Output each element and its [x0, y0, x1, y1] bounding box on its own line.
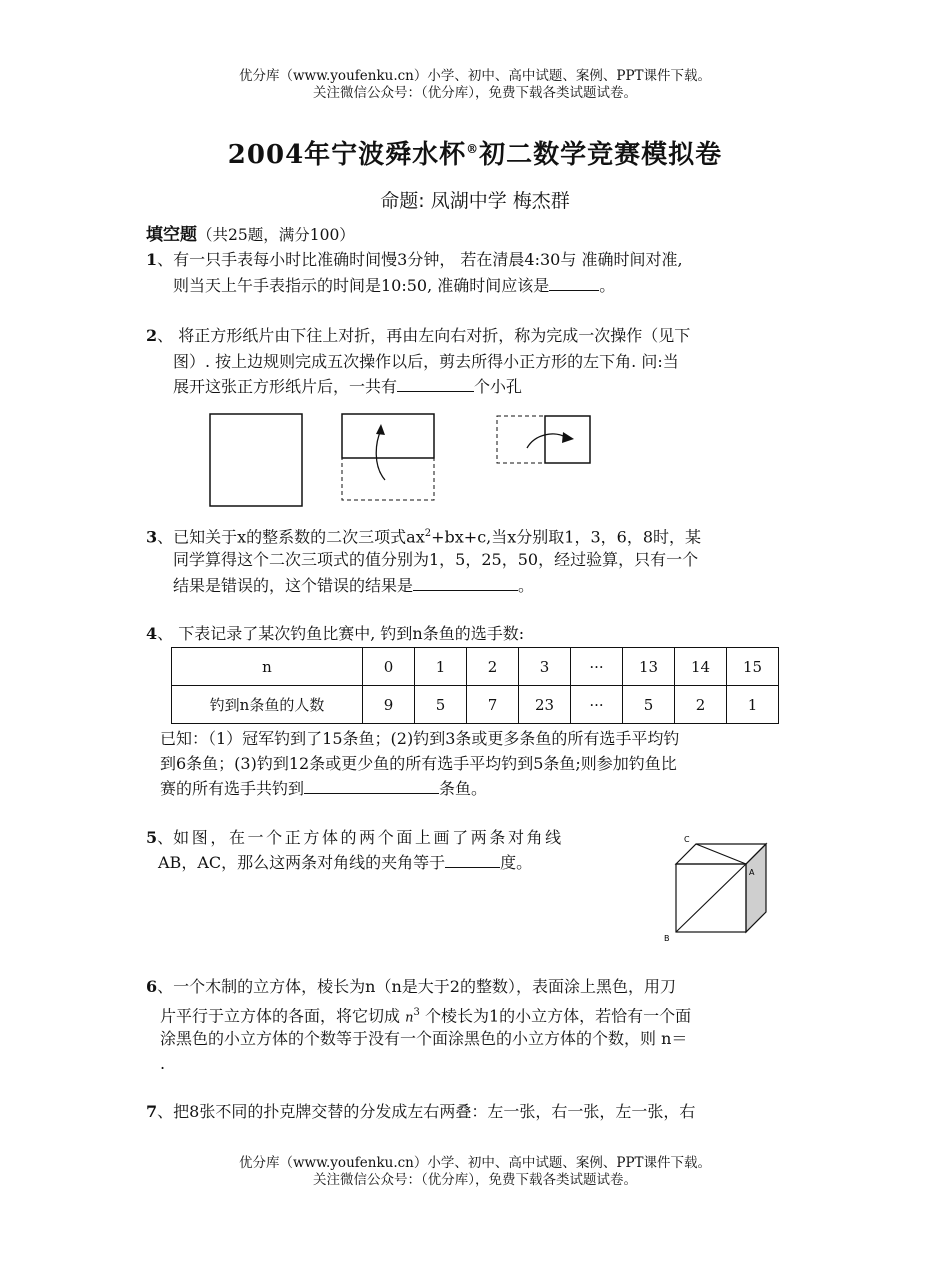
question-5-number: 5	[146, 828, 158, 847]
title-main: 2004年宁波舜水杯	[227, 140, 467, 170]
table-cell: 0	[363, 648, 415, 686]
question-2-text-1: 将正方形纸片由下往上对折，再由左向右对折，称为完成一次操作（见下	[173, 326, 691, 345]
table-cell: 7	[467, 686, 519, 724]
label-c: C	[684, 835, 690, 844]
folding-diagram	[205, 408, 605, 508]
question-2-line-1	[146, 326, 806, 345]
question-5-line-2	[158, 853, 638, 872]
question-2-sep: 、	[157, 326, 174, 345]
section-heading	[146, 226, 806, 245]
footer-line-2: 关注微信公众号：（优分库），免费下载各类试题试卷。	[313, 1172, 637, 1188]
header-line-1: 优分库（www.youfenku.cn）小学、初中、高中试题、案例、PPT课件下载。	[238, 68, 712, 84]
question-1-text-1: 有一只手表每小时比准确时间慢3分钟， 若在清晨4:30与 准确时间对准,	[173, 250, 683, 269]
question-6-line-1	[146, 977, 806, 996]
square-paper	[210, 414, 302, 506]
question-1-sep: 、	[157, 250, 174, 269]
question-3-line-3	[173, 576, 806, 595]
question-2-line-2: 图）. 按上边规则完成五次操作以后，剪去所得小正方形的左下角. 问:当	[173, 352, 679, 371]
question-5-sep: 、	[157, 828, 174, 847]
table-cell: 钓到n条鱼的人数	[172, 686, 363, 724]
page-header	[0, 68, 950, 102]
table-cell: n	[172, 648, 363, 686]
question-2-number: 2	[146, 326, 158, 345]
question-1-end: 。	[599, 276, 616, 295]
answer-blank-1[interactable]	[549, 276, 599, 291]
question-6-number: 6	[146, 977, 158, 996]
question-4-number: 4	[146, 624, 158, 643]
question-7-number: 7	[146, 1102, 158, 1121]
question-3-exponent: 2	[424, 528, 432, 539]
question-6-line-3: 涂黑色的小立方体的个数等于没有一个面涂黑色的小立方体的个数，则 n＝	[160, 1029, 688, 1048]
fold-right-arrow	[527, 434, 567, 448]
question-5-end: 度。	[500, 853, 533, 872]
question-3-sep: 、	[157, 527, 174, 547]
question-3-line-2: 同学算得这个二次三项式的值分别为1，5，25，50，经过验算，只有一个	[173, 550, 699, 569]
question-6-exponent: 3	[413, 1007, 420, 1018]
fishing-table	[171, 647, 779, 724]
fold-right-arrowhead	[562, 432, 574, 443]
question-3-end: 。	[518, 576, 535, 595]
question-6-text-2b: 个棱长为1的小立方体，若恰有一个面	[424, 1006, 692, 1026]
question-6-sep: 、	[157, 977, 174, 996]
table-row	[172, 686, 779, 724]
question-4-text-3: 赛的所有选手共钓到	[160, 779, 305, 798]
question-3-line-1	[146, 524, 806, 546]
question-4-sep: 、	[157, 624, 174, 643]
question-5-text-2: AB，AC，那么这两条对角线的夹角等于	[158, 853, 446, 872]
question-2-end: 个小孔	[474, 377, 523, 396]
header-line-2: 关注微信公众号：（优分库），免费下载各类试题试卷。	[313, 85, 637, 101]
cube-diagram	[660, 830, 775, 945]
question-1-line-2	[173, 276, 806, 295]
answer-blank-5[interactable]	[445, 853, 500, 868]
section-note: （共25题，满分100）	[197, 226, 355, 244]
label-a: A	[749, 868, 755, 877]
question-6-text-1: 一个木制的立方体，棱长为n（n是大于2的整数），表面涂上黑色，用刀	[173, 977, 676, 996]
fold-step-1-dashed	[342, 458, 434, 500]
question-4-line-2: 到6条鱼；(3)钓到12条或更少鱼的所有选手平均钓到5条鱼;则参加钓鱼比	[160, 754, 677, 773]
question-4-end: 条鱼。	[439, 779, 488, 798]
table-cell: 13	[623, 648, 675, 686]
cube-right-face	[746, 844, 766, 932]
fold-up-arrowhead	[376, 424, 385, 435]
table-cell: 1	[415, 648, 467, 686]
diagonal-ab	[676, 864, 746, 932]
registered-mark: ®	[466, 142, 480, 156]
question-7-text-1: 把8张不同的扑克牌交替的分发成左右两叠：左一张，右一张，左一张，右	[173, 1102, 696, 1121]
question-7-sep: 、	[157, 1102, 174, 1121]
diagonal-ac	[696, 844, 746, 864]
question-6-n: n	[405, 1010, 414, 1026]
answer-blank-3[interactable]	[413, 576, 518, 591]
table-cell: 3	[519, 648, 571, 686]
label-b: B	[664, 934, 670, 943]
table-cell: 2	[675, 686, 727, 724]
question-2-line-3	[173, 377, 806, 396]
question-3-text-1a: 已知关于x的整系数的二次三项式ax	[173, 527, 425, 547]
question-4-line-1: 已知：（1）冠军钓到了15条鱼；(2)钓到3条或更多条鱼的所有选手平均钓	[160, 729, 680, 748]
footer-line-1: 优分库（www.youfenku.cn）小学、初中、高中试题、案例、PPT课件下载。	[238, 1155, 712, 1171]
title-rest: 初二数学竞赛模拟卷	[479, 140, 723, 170]
question-1-number: 1	[146, 250, 158, 269]
fold-up-arrow	[376, 430, 385, 480]
page-title	[0, 134, 950, 171]
question-4-line-3	[160, 779, 807, 798]
question-6-text-2a: 片平行于立方体的各面，将它切成	[160, 1006, 401, 1026]
table-cell: 2	[467, 648, 519, 686]
table-cell: 9	[363, 686, 415, 724]
question-3-number: 3	[146, 527, 158, 547]
page-footer	[0, 1155, 950, 1189]
fold-step-1	[342, 414, 434, 458]
question-7-line-1	[146, 1102, 806, 1121]
table-row	[172, 648, 779, 686]
table-cell: 5	[415, 686, 467, 724]
question-6-line-2	[160, 1003, 820, 1027]
question-5-line-1	[146, 828, 646, 847]
table-cell: 1	[727, 686, 779, 724]
table-cell: 15	[727, 648, 779, 686]
table-cell: ···	[571, 648, 623, 686]
answer-blank-4[interactable]	[304, 779, 439, 794]
answer-blank-2[interactable]	[397, 377, 474, 392]
author-line: 命题: 凤湖中学 梅杰群	[380, 190, 570, 212]
question-1-text-2: 则当天上午手表指示的时间是10:50, 准确时间应该是	[173, 276, 550, 295]
table-cell: ···	[571, 686, 623, 724]
question-1-line-1	[146, 250, 806, 269]
question-3-text-3: 结果是错误的，这个错误的结果是	[173, 576, 414, 595]
question-2-text-3: 展开这张正方形纸片后，一共有	[173, 377, 398, 396]
table-cell: 5	[623, 686, 675, 724]
fold-step-2-dashed	[497, 416, 545, 463]
question-6-line-4: .	[160, 1054, 166, 1073]
section-name: 填空题	[146, 225, 197, 245]
question-3-text-1b: +bx+c,当x分别取1，3，6，8时，某	[431, 527, 701, 547]
question-4-intro-line	[146, 624, 806, 643]
question-5-text-1: 如图，在一个正方体的两个面上画了两条对角线	[173, 828, 564, 847]
table-cell: 14	[675, 648, 727, 686]
question-4-intro: 下表记录了某次钓鱼比赛中, 钓到n条鱼的选手数:	[173, 624, 525, 643]
table-cell: 23	[519, 686, 571, 724]
